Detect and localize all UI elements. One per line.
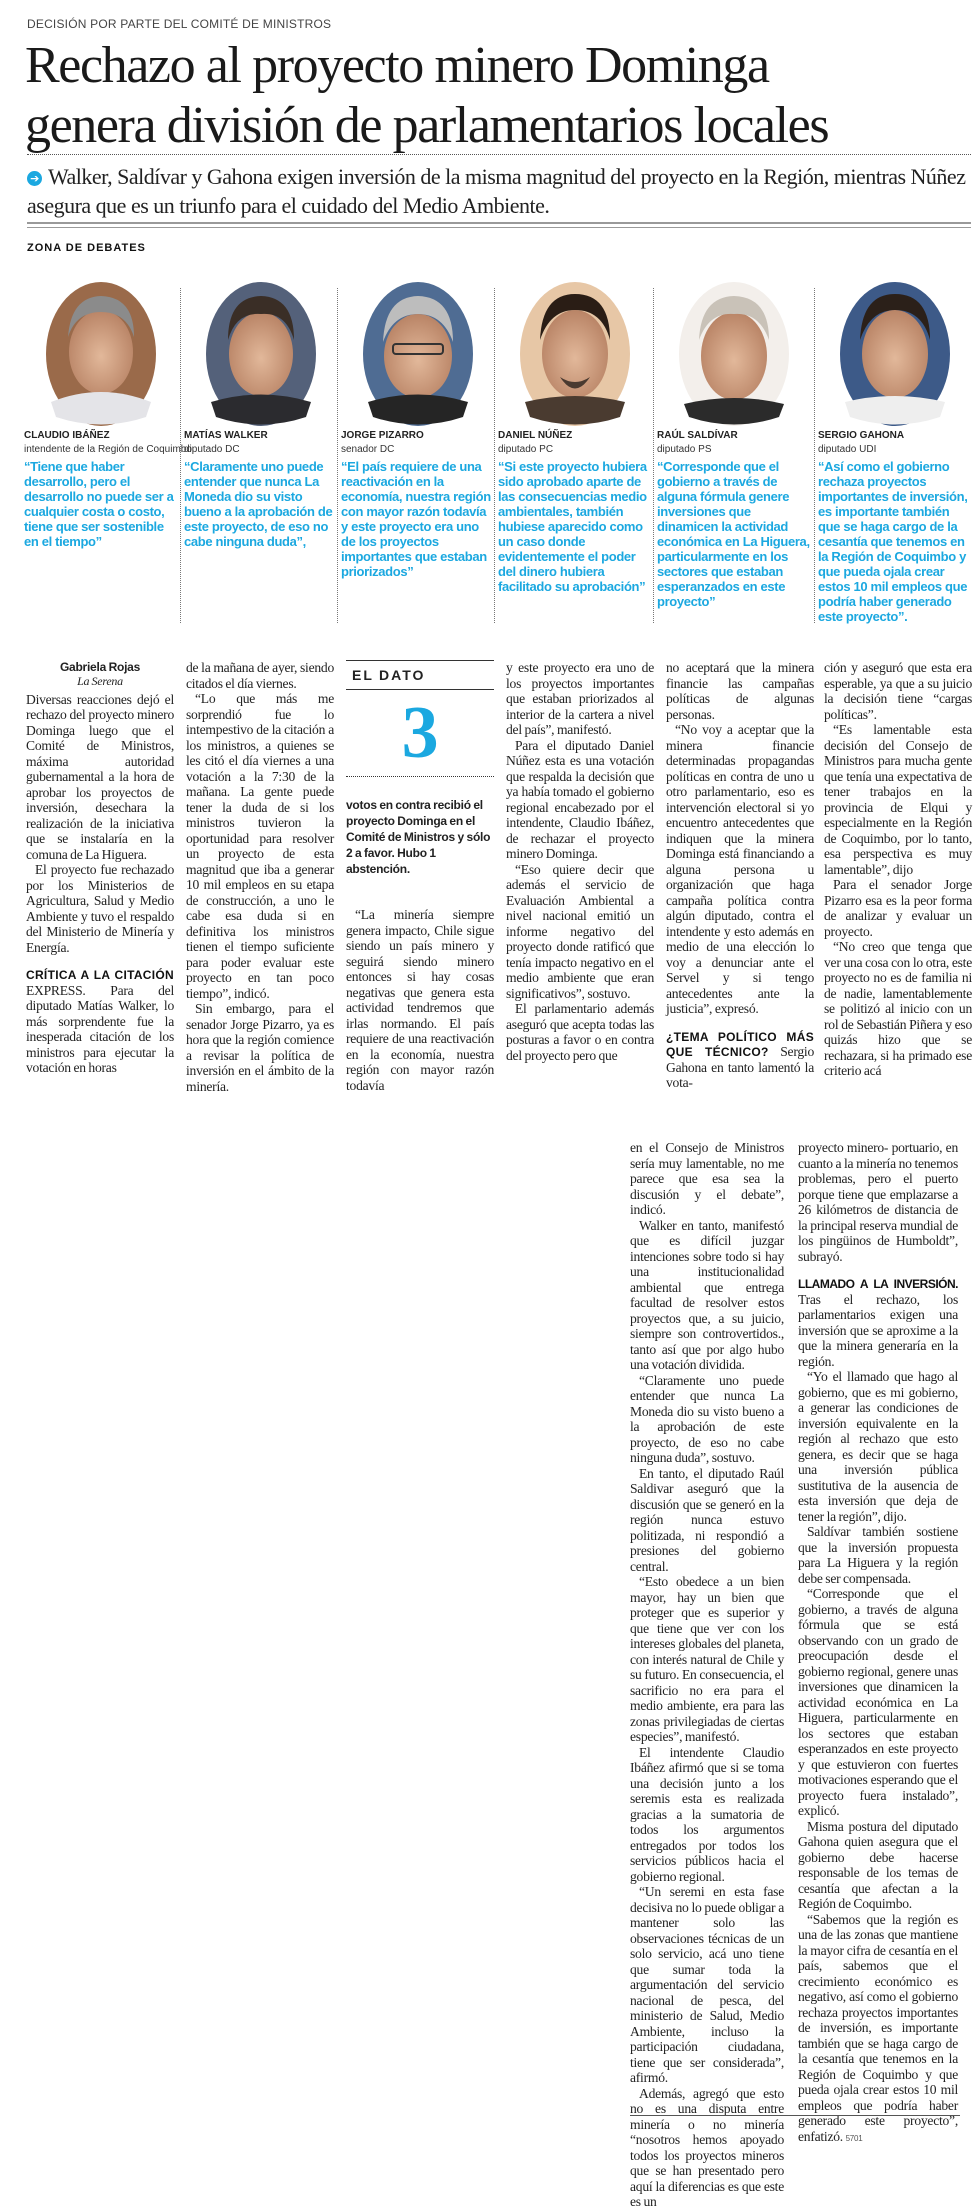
profile-name: SERGIO GAHONA [818,430,905,441]
deck [27,162,971,220]
deck-text: Walker, Saldívar y Gahona exigen inversión de la misma magnitud del proyecto en la Región, mientras Núñez asegura que es un triunfo para el cuidado del Medio Ambiente. [27,164,966,218]
profile-name: JORGE PIZARRO [341,430,424,441]
paragraph: no aceptará que la minera financie las campañas políticas de algunas personas. [666,660,814,722]
paragraph-text: Tras el rechazo, los parlamentarios exigen una inversión que se aproxime a la que la minera generaría en la región. [798,1291,958,1369]
profile-quote: “El país requiere de una reactivación en la economía, nuestra región con mayor razón todavía y este proyecto era uno de los proyectos importantes que estaban priorizados” [341,459,491,579]
subhead: CRÍTICA A LA CITACIÓN [26,968,174,982]
paragraph: El intendente Claudio Ibáñez afirmó que si se toma una decisión junto a los seremis esta es realizada gracias a la sumatoria de todos los argumentos entregados por todos los servicios públicos hacia el gobierno regional. [630,1744,784,1884]
divider [346,776,494,777]
paragraph-text: “Sabemos que la región es una de las zonas que mantiene la mayor cifra de cesantía en el país, sabemos que el crecimiento económico es negativo, así como el gobierno rechaza proyectos importantes de inversión, es importante también que se haga cargo de la cesantía que tenemos en la Región de Coquimbo y que pueda ojala crear estos 10 mil empleos que podría haber generado este proyecto”, enfatizó. [798,1911,958,2144]
el-dato-caption: votos en contra recibió el proyecto Dominga en el Comité de Ministros y sólo 2 a favor. Hubo 1 abstención. [346,798,491,876]
paragraph: “Eso quiere decir que además el servicio de Evaluación Ambiental a nivel nacional emitió un informe negativo del proyecto donde ratificó que tenía impacto negativo en el medio ambiente que eran significativos”, sostuvo. [506,861,654,1001]
profile-claudio-ibanez [24,280,192,630]
profile-quote: “Tiene que haber desarrollo, pero el desarrollo no puede ser a cualquier costa o costo, tiene que ser sostenible en el tiempo” [24,459,174,549]
paragraph: Walker en tanto, manifestó que es difícil juzgar intenciones sobre todo si hay una institucionalidad ambiental que entrega facultad de resolver estos proyectos que, a su juicio, siempre son controvertidos., tanto así que por algo hubo una votación dividida. [630,1217,784,1372]
profile-role: senador DC [341,444,395,455]
profile-jorge-pizarro [341,280,495,630]
paragraph: de la mañana de ayer, siendo citados el día viernes. [186,660,334,691]
profile-role: diputado UDI [818,444,877,455]
paragraph [798,1912,958,2145]
paragraph-text: Sergio Gahona en tanto lamentó la vota- [666,1044,814,1090]
paragraph: Diversas reacciones dejó el rechazo del proyecto minero Dominga luego que el Comité de Ministros, máxima autoridad gubernamental a la hora de aprobar los proyectos de inversión, desechara la realización de la iniciativa que se instalaría en la comuna de La Higuera. [26,691,174,862]
profile-role: intendente de la Región de Coquimbo [24,444,192,455]
paragraph: “Es lamentable esta decisión del Consejo de Ministros para mucha gente que tenía una expectativa de tener trabajos en la provincia de Elqui y especialmente en la Región de Coquimbo, por lo tanto, esa perspectiva es muy lamentable”, dijo [824,722,972,877]
profile-name: RAÚL SALDÍVAR [657,430,738,441]
article-column-2 [186,660,334,1094]
column-divider [814,288,815,623]
paragraph: “Un seremi en esta fase decisiva no lo puede obligar a mantener solo las observaciones técnicas de un solo servicio, acá uno tiene que sumar toda la argumentación del servicio nacional de pesca, del ministerio de Salud, Medio Ambiente, incluso la participación ciudadana, tiene que ser considerada”, afirmó. [630,1884,784,2085]
profile-quote: “Si este proyecto hubiera sido aprobado aparte de las consecuencias medio ambientales, también hubiese aparecido como un caso donde evidentemente el poder del dinero hubiera facilitado su aprobación” [498,459,647,594]
article-column-5 [666,660,814,1091]
paragraph: En tanto, el diputado Raúl Saldivar aseguró que la discusión que se generó en la región nunca estuvo politizada, ni respondió a presiones del gobierno central. [630,1465,784,1574]
arrow-right-circle-icon: ➔ [27,171,42,186]
article-column-1 [26,660,174,1076]
paragraph: “No creo que tenga que ver una cosa con lo otra, este proyecto no es de familia ni de nadie, lamentablemente se politizó al inicio con un rol de Sebastián Piñera y eso quizás hizo que se rechazara, si ha primado ese criterio acá [824,939,972,1078]
portrait-photo [363,282,473,427]
profile-name: DANIEL NÚÑEZ [498,430,573,441]
paragraph: y este proyecto era uno de los proyectos importantes que estaban priorizados al interior de la cartera a nivel del país”, manifestó. [506,660,654,737]
divider [27,227,971,228]
paragraph: “Esto obedece a un bien mayor, hay un bien que proteger que es superior y que tiene que ver con los intereses globales del planeta, con interés natural de Chile y su futuro. En consecuencia, el sacrificio no era para el medio ambiente, era para las zonas privilegiadas de ciertas especies”, manifestó. [630,1574,784,1744]
column-divider [653,288,654,623]
el-dato-box [346,660,494,877]
profile-quote: “Corresponde que el gobierno a través de alguna fórmula genere inversiones que dinamicen la actividad económica en La Higuera, particularmente en los sectores que estaban esperanzados en este proyecto” [657,459,810,609]
profile-role: diputado PC [498,444,554,455]
paragraph: ción y aseguró que esta era esperable, ya que a su juicio la decisión tiene “cargas políticas”. [824,660,972,722]
portrait-photo [206,282,316,427]
headline-line-1: Rechazo al proyecto minero Dominga [25,37,769,94]
paragraph [26,967,174,1076]
paragraph: Para el senador Jorge Pizarro esa es la peor forma de analizar y evaluar un proyecto. [824,877,972,939]
section-label: ZONA DE DEBATES [27,242,146,254]
paragraph: El proyecto fue rechazado por los Ministerios de Agricultura, Salud y Medio Ambiente y tuvo el respaldo del Ministerio de Minería y Energía. [26,862,174,955]
paragraph: “Yo el llamado que hago al gobierno, que es mi gobierno, a generar las condiciones de inversión equivalente en la región al rechazo que esto genera, es decir que se haga una inversión pública sustitutiva de la ausencia de esta inversión que deja de tener la región”, dijo. [798,1369,958,1524]
paragraph: “No voy a aceptar que la minera financie determinadas propagandas políticas en contra de uno u otro parlamentario, eso es intervención electoral si yo encuentro antecedentes que indiquen que la minera Dominga está financiando a alguna persona u organización que haga campaña política contra algún diputado, contra el intendente y esto además en medio de una elección lo voy a denunciar ante el Servel y si tengo antecedentes ante la justicia”, expresó. [666,722,814,1016]
profile-sergio-gahona [818,280,972,630]
paragraph [798,1276,958,1369]
article-column-3 [346,660,494,1093]
portrait-photo [840,282,950,427]
headline [25,36,965,156]
end-rule [630,2115,960,2116]
portrait-photo [679,282,789,427]
paragraph: “La minería siempre genera impacto, Chile sigue siendo un país minero y seguirá siendo minero entonces si hay cosas negativas que genera esta actividad tendremos que irlas normando. El país requiere de una reactivación en la economía, nuestra región con mayor razón todavía [346,907,494,1093]
article-column-4 [506,660,654,1063]
byline-author: Gabriela Rojas [59,660,141,674]
byline-place: La Serena [77,674,123,688]
profile-quote: “Así como el gobierno rechaza proyectos importantes de inversión, es importante también que se haga cargo de la cesantía que tenemos en la Región de Coquimbo y que pueda ojala crear estos 10 mil empleos que podría haber generado este proyecto”. [818,459,968,624]
paragraph: proyecto minero- portuario, en cuanto a la minería no tenemos problemas, pero el puerto porque tiene que emplazarse a 26 kilómetros de distancia de la principal reserva mundial de los pingüinos de Humboldt”, subrayó. [798,1140,958,1264]
paragraph-text: EXPRESS. Para del diputado Matías Walker, lo más sorprendente fue la inesperada citación de los ministros para ejecutar la votación en horas [26,982,174,1075]
paragraph: Para el diputado Daniel Núñez esta es una votación que respalda la decisión que ya había tomado el gobierno regional encabezado por el intendente, Claudio Ibáñez, de rechazar el proyecto minero Dominga. [506,737,654,861]
paragraph: “Lo que más me sorprendió fue lo intempestivo de la citación a los ministros, a quienes se les citó el día viernes a una votación a la 7:30 de la mañana. La gente puede tener la duda de si los ministros tuvieron la oportunidad para resolver un proyecto de esta magnitud que iba a generar 10 mil empleos en su etapa de construcción, a uno le cabe esa duda si en definitiva los ministros tienen el tiempo suficiente para poder evaluar este proyecto en tan poco tiempo”, indicó. [186,691,334,1001]
profile-role: diputado DC [184,444,240,455]
el-dato-number: 3 [401,692,439,774]
headline-line-2: genera división de parlamentarios locales [25,97,829,154]
paragraph: Misma postura del diputado Gahona quien asegura que el gobierno debe hacerse responsable de los temas de cesantía que afectan a la Región de Coquimbo. [798,1818,958,1911]
paragraph: Sin embargo, para el senador Jorge Pizarro, ya es hora que la región comience a revisar la política de inversión en el ámbito de la minería. [186,1001,334,1094]
kicker: DECISIÓN POR PARTE DEL COMITÉ DE MINISTROS [27,17,332,31]
profile-name: CLAUDIO IBÁÑEZ [24,430,110,441]
paragraph: “Claramente uno puede entender que nunca La Moneda dio su visto bueno a la aprobación de este proyecto, de eso no cabe ninguna duda”, sostuvo. [630,1372,784,1465]
divider [27,154,971,155]
column-divider [180,288,181,623]
profile-quote: “Claramente uno puede entender que nunca La Moneda dio su visto bueno a la aprobación de este proyecto, de eso no cabe ninguna duda”, [184,459,333,549]
paragraph: El parlamentario además aseguró que acepta todas las posturas a favor o en contra del proyecto pero que [506,1001,654,1063]
paragraph: “Corresponde que el gobierno, a través de alguna fórmula que se está observando con un grado de preocupación desde el gobierno regional, genere unas inversiones que dinamicen la actividad económica en La Higuera, particularmente en los sectores que estaban esperanzados en este proyecto y que estuvieron con fuertes motivaciones esperando que el proyecto fuera instalado”, explicó. [798,1586,958,1818]
article-column-6 [824,660,972,1079]
el-dato-label: EL DATO [346,661,494,690]
portrait-photo [520,282,630,427]
profile-matias-walker [184,280,338,630]
paragraph: Saldívar también sostiene que la inversión propuesta para La Higuera y la región debe ser compensada. [798,1524,958,1586]
profile-role: diputado PS [657,444,712,455]
article-column-7 [630,1140,784,2210]
divider [27,222,971,224]
article-column-8 [798,1140,958,2144]
profile-name: MATÍAS WALKER [184,430,268,441]
subhead: LLAMADO A LA INVERSIÓN. [798,1277,958,1291]
portrait-photo [46,282,156,427]
subhead: ¿TEMA POLÍTICO MÁS QUE TÉCNICO? [666,1029,814,1059]
paragraph: en el Consejo de Ministros sería muy lamentable, no me parece que esa sea la discusión y el debate”, indicó. [630,1140,784,1217]
profile-raul-saldivar [657,280,811,630]
profile-daniel-nunez [498,280,652,630]
paragraph [666,1029,814,1091]
end-tag: 5701 [845,2133,863,2143]
paragraph: Además, agregó que esto no es una disputa entre minería o no minería “nosotros hemos apoyado todos los proyectos mineros que se han presentado pero aquí la diferencias es que este es un [630,2085,784,2209]
